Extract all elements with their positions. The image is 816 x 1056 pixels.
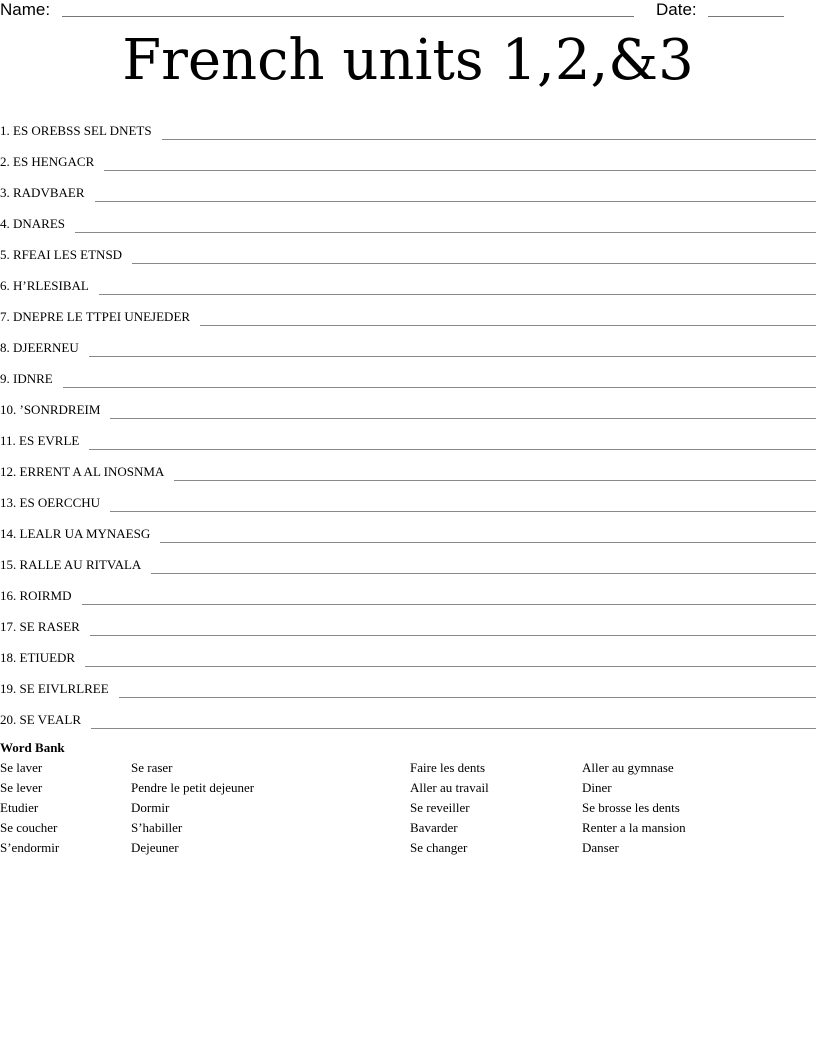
word-bank-column-2 (131, 758, 254, 858)
answer-line[interactable] (90, 634, 816, 636)
question-row (0, 544, 816, 575)
scrambled-word: DNARES (13, 216, 66, 231)
question-text (0, 712, 81, 730)
question-text (0, 495, 100, 513)
question-number: 5 . (0, 247, 13, 262)
answer-line[interactable] (85, 665, 816, 667)
scrambled-word: SE RASER (19, 619, 80, 634)
scrambled-word: RALLE AU RITVALA (19, 557, 142, 572)
answer-line[interactable] (82, 603, 816, 605)
question-text (0, 619, 80, 637)
scrambled-word: ETIUEDR (19, 650, 76, 665)
question-number: 7 . (0, 309, 13, 324)
question-number: 11 . (0, 433, 19, 448)
word-bank-title: Word Bank (0, 740, 65, 755)
answer-line[interactable] (160, 541, 816, 543)
word-bank-column-4 (582, 758, 686, 858)
date-field-line[interactable] (708, 16, 784, 17)
scrambled-word: ES EVRLE (19, 433, 80, 448)
date-label: Date: (656, 0, 697, 19)
question-number: 2 . (0, 154, 13, 169)
word-bank-item: Dormir (131, 800, 170, 815)
question-row (0, 203, 816, 234)
question-number: 20 . (0, 712, 20, 727)
question-number: 15 . (0, 557, 20, 572)
question-row (0, 327, 816, 358)
answer-line[interactable] (132, 262, 816, 264)
question-row (0, 265, 816, 296)
question-number: 8 . (0, 340, 13, 355)
word-bank-item: Se reveiller (410, 800, 470, 815)
scrambled-word: DNEPRE LE TTPEI UNEJEDER (13, 309, 191, 324)
question-number: 3 . (0, 185, 13, 200)
question-number: 12 . (0, 464, 20, 479)
question-text (0, 526, 150, 544)
scrambled-word: ROIRMD (19, 588, 72, 603)
question-text (0, 247, 122, 265)
question-text (0, 650, 75, 668)
answer-line[interactable] (162, 138, 816, 140)
answer-line[interactable] (104, 169, 816, 171)
question-text (0, 154, 94, 172)
word-bank-item: Dejeuner (131, 840, 179, 855)
word-bank-item: Danser (582, 840, 619, 855)
question-text (0, 402, 100, 420)
word-bank-item: Bavarder (410, 820, 458, 835)
scrambled-word: RADVBAER (13, 185, 85, 200)
answer-line[interactable] (151, 572, 816, 574)
question-text (0, 433, 79, 451)
question-row (0, 482, 816, 513)
question-number: 16 . (0, 588, 20, 603)
answer-line[interactable] (110, 417, 816, 419)
scrambled-word: LEALR UA MYNAESG (19, 526, 151, 541)
question-text (0, 371, 53, 389)
question-number: 9 . (0, 371, 13, 386)
question-text (0, 309, 190, 327)
question-text (0, 185, 85, 203)
question-row (0, 110, 816, 141)
question-row (0, 172, 816, 203)
word-bank-item: Se brosse les dents (582, 800, 680, 815)
scrambled-word: ’SONRDREIM (19, 402, 101, 417)
question-number: 10 . (0, 402, 20, 417)
question-number: 19 . (0, 681, 20, 696)
word-bank (0, 740, 816, 855)
question-row (0, 234, 816, 265)
question-row (0, 389, 816, 420)
header (0, 0, 816, 24)
word-bank-item: S’endormir (0, 840, 60, 855)
scrambled-word: SE VEALR (19, 712, 82, 727)
word-bank-item: Se coucher (0, 820, 58, 835)
word-bank-item: Etudier (0, 800, 39, 815)
word-bank-column-1 (0, 758, 59, 858)
answer-line[interactable] (91, 727, 816, 729)
question-row (0, 358, 816, 389)
scrambled-word: RFEAI LES ETNSD (13, 247, 123, 262)
scrambled-word: H’RLESIBAL (13, 278, 89, 293)
question-number: 17 . (0, 619, 20, 634)
question-number: 6 . (0, 278, 13, 293)
answer-line[interactable] (200, 324, 816, 326)
answer-line[interactable] (119, 696, 816, 698)
answer-line[interactable] (89, 355, 816, 357)
question-row (0, 606, 816, 637)
name-field-line[interactable] (62, 16, 634, 17)
question-text (0, 278, 89, 296)
word-bank-column-3 (410, 758, 489, 858)
question-row (0, 296, 816, 327)
question-text (0, 123, 152, 141)
question-row (0, 575, 816, 606)
answer-line[interactable] (99, 293, 816, 295)
name-label: Name: (0, 0, 51, 19)
word-bank-item: Se raser (131, 760, 173, 775)
question-row (0, 513, 816, 544)
scrambled-word: IDNRE (13, 371, 53, 386)
scrambled-word: ES HENGACR (13, 154, 95, 169)
question-number: 14 . (0, 526, 20, 541)
word-bank-item: Renter a la mansion (582, 820, 686, 835)
answer-line[interactable] (75, 231, 816, 233)
question-row (0, 141, 816, 172)
answer-line[interactable] (110, 510, 816, 512)
answer-line[interactable] (63, 386, 816, 388)
question-row (0, 668, 816, 699)
question-row (0, 451, 816, 482)
question-text (0, 588, 72, 606)
page-title: French units 1,2,&3 (122, 28, 694, 93)
word-bank-item: S’habiller (131, 820, 183, 835)
question-number: 4 . (0, 216, 13, 231)
word-bank-item: Se lever (0, 780, 43, 795)
question-number: 13 . (0, 495, 20, 510)
scrambled-word: SE EIVLRLREE (19, 681, 109, 696)
question-row (0, 699, 816, 730)
answer-line[interactable] (89, 448, 816, 450)
scrambled-word: DJEERNEU (13, 340, 79, 355)
word-bank-item: Diner (582, 780, 612, 795)
scrambled-word: ERRENT A AL INOSNMA (19, 464, 165, 479)
question-text (0, 340, 79, 358)
question-text (0, 557, 141, 575)
word-bank-item: Aller au travail (410, 780, 489, 795)
answer-line[interactable] (95, 200, 816, 202)
question-number: 18 . (0, 650, 20, 665)
question-row (0, 420, 816, 451)
question-text (0, 681, 109, 699)
word-bank-item: Se changer (410, 840, 468, 855)
question-text (0, 216, 65, 234)
question-row (0, 637, 816, 668)
question-text (0, 464, 164, 482)
scrambled-word: ES OREBSS SEL DNETS (13, 123, 152, 138)
word-bank-item: Pendre le petit dejeuner (131, 780, 255, 795)
scrambled-word: ES OERCCHU (19, 495, 101, 510)
question-list (0, 110, 816, 730)
question-number: 1 . (0, 123, 13, 138)
word-bank-item: Se laver (0, 760, 43, 775)
word-bank-item: Faire les dents (410, 760, 486, 775)
word-bank-item: Aller au gymnase (582, 760, 674, 775)
answer-line[interactable] (174, 479, 816, 481)
